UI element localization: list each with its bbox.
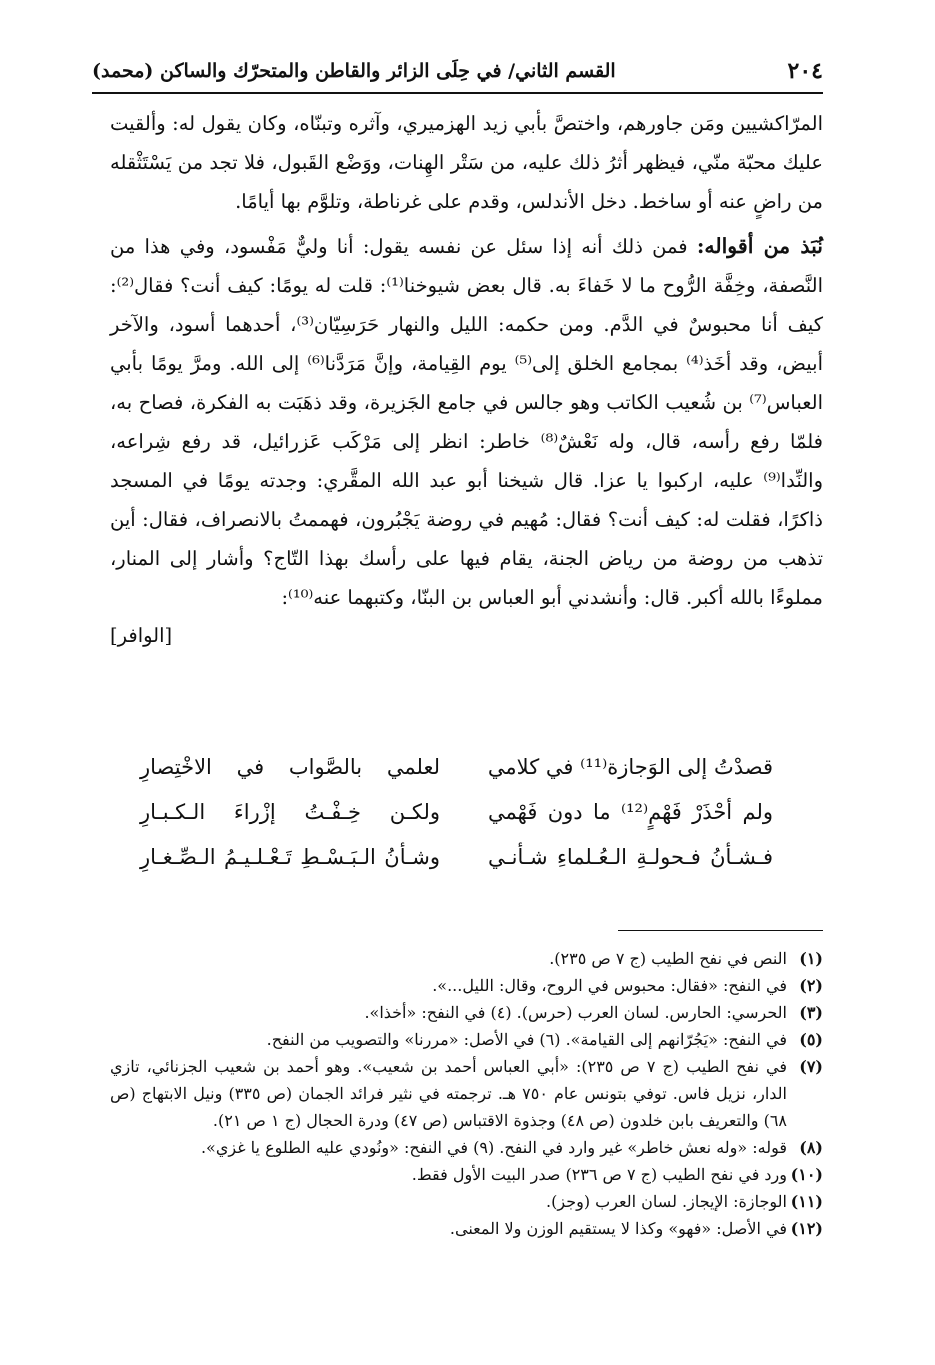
verse-line — [140, 800, 773, 845]
poem — [140, 755, 773, 890]
footnote-separator — [618, 930, 823, 931]
footnote — [110, 1161, 823, 1188]
footnote-number: (١) — [799, 949, 823, 968]
meter-label: [الوافر] — [110, 624, 173, 647]
footnote-text: في النفح: «فقال: محبوس في الروح، وقال: الليل...». — [432, 976, 787, 995]
footnote-number: (٧) — [799, 1057, 823, 1076]
footnote — [110, 1026, 823, 1053]
footnote-number: (١١) — [790, 1192, 823, 1211]
footnote-text: في نفح الطيب (ج ٧ ص ٢٣٥): «أبي العباس أحمد بن شعيب». وهو أحمد بن شعيب الجزنائي، تازي الدار، نزيل فاس. توفي بتونس عام ٧٥٠ هـ. ترجمته في نثير فرائد الجمان (ص ٣٣٥) ونيل الابتهاج (ص ٦٨) والتعريف بابن خلدون (ص ٤٨) وجذوة الاقتباس (ص ٤٧) ودرة الحجال (ج ١ ص ٢١). — [110, 1057, 788, 1130]
footnote-text: الحرسي: الحارس. لسان العرب (حرس). (٤) في النفح: «أخذا». — [364, 1003, 787, 1022]
verse-first-hemistich: ولم أحْذَرْ فَهْمٍ⁽¹²⁾ ما دون فَهْمي — [488, 800, 774, 824]
footnote-text: النص في نفح الطيب (ج ٧ ص ٢٣٥). — [549, 949, 787, 968]
footnote-text: في الأصل: «فهو» وكذا لا يستقيم الوزن ولا المعنى. — [449, 1219, 787, 1238]
footnote-number: (١٠) — [790, 1165, 823, 1184]
main-text — [110, 104, 823, 655]
footnote — [110, 1053, 823, 1134]
footnote — [110, 1188, 823, 1215]
footnote-text: الوجازة: الإيجاز. لسان العرب (وجز). — [546, 1192, 787, 1211]
paragraph-2 — [110, 227, 823, 617]
footnote-number: (٥) — [799, 1030, 823, 1049]
footnote-number: (٨) — [799, 1138, 823, 1157]
verse-second-hemistich: لعلمي بالصَّواب في الاخْتِصارِ — [140, 755, 440, 779]
verse-first-hemistich: قصدْتُ إلى الوَجازة⁽¹¹⁾ في كلامي — [487, 755, 773, 779]
footnotes — [110, 945, 823, 1242]
footnote-text: ورد في نفح الطيب (ج ٧ ص ٢٣٦) صدر البيت الأول فقط. — [411, 1165, 787, 1184]
verse-second-hemistich: ولكـن خِـفْـتُ إزْراءَ الـكـبـارِ — [140, 800, 440, 824]
verse-first-hemistich: فـشـأنُ فـحولـةِ الـعُـلماءِ شـأنـي — [488, 845, 773, 869]
footnote — [110, 1134, 823, 1161]
verse-line — [140, 755, 773, 800]
section-lead: نُبَذ من أقواله: — [696, 234, 823, 258]
verse-line — [140, 845, 773, 890]
footnote-number: (١٢) — [790, 1219, 823, 1238]
footnote-number: (٣) — [799, 1003, 823, 1022]
paragraph-1: المرّاكشيين ومَن جاورهم، واختصَّ بأبي زيد الهزميري، وآثره وتبنّاه، وكان يقول له: وألقيت عليك محبّة منّي، فيظهر أثرُ ذلك عليه، من سَتْر الهِنات، ووَضْع القَبول، فلا تجد من يَسْتَثْقله من راضٍ عنه أو ساخط. دخل الأندلس، وقدم على غرناطة، وتلوَّم بها أيامًا. — [110, 112, 823, 213]
footnote — [110, 945, 823, 972]
header-rule — [92, 92, 823, 94]
footnote-text: في النفح: «يَجُرّانهم إلى القيامة». (٦) في الأصل: «مررنا» والتصويب من النفح. — [266, 1030, 787, 1049]
footnote — [110, 999, 823, 1026]
footnote-text: قوله: «وله نعش خاطر» غير وارد في النفح. (٩) في النفح: «ونُودي عليه الطلوع يا غزي». — [200, 1138, 787, 1157]
verse-second-hemistich: وشـأنُ الـبَـسْـطِ تَـعْـلـيـمُ الـصِّـغـارِ — [140, 845, 440, 869]
paragraph-2-text: فمن ذلك أنه إذا سئل عن نفسه يقول: أنا وليٌّ مَفْسود، وفي هذا من النَّصفة، وخِفَّة الرُّوح ما لا خَفاءَ به. قال بعض شيوخنا⁽¹⁾: قلت له يومًا: كيف أنت؟ فقال⁽²⁾: كيف أنا محبوسٌ في الدَّم. ومن حكمه: الليل والنهار حَرَسِيّان⁽³⁾، أحدهما أسود، والآخر أبيض، وقد أخَذ⁽⁴⁾ بمجامع الخلق إلى⁽⁵⁾ يوم القِيامة، وإنَّ مَرَدَّنا⁽⁶⁾ إلى الله. ومرَّ يومًا بأبي العباس⁽⁷⁾ بن شُعيب الكاتب وهو جالس في جامع الجَزيرة، وقد ذهَبَت به الفكرة، فصاح به، فلمّا رفع رأسه، قال، وله نَعْشٌ⁽⁸⁾ خاطر: انظر إلى مَرْكَب عَزرائيل، قد رفع شِراعه، والنِّدا⁽⁹⁾ عليه، اركبوا يا عزا. قال شيخنا أبو عبد الله المقَّري: وجدته يومًا في المسجد ذاكرًا، فقلت له: كيف أنت؟ فقال: مُهيم في روضة يَجْبُرون، فهممتُ بالانصراف، فقال: أين تذهب من روضة من رياض الجنة، يقام فيها على رأسك بهذا التّاج؟ وأشار إلى المنار، مملوءًا بالله أكبر. قال: وأنشدني أبو العباس بن البنّا، وكتبهما عنه⁽¹⁰⁾: — [110, 235, 824, 609]
footnote — [110, 972, 823, 999]
running-title: القسم الثاني/ في حِلَى الزائر والقاطن والمتحرّك والساكن (محمد) — [92, 60, 616, 82]
page-number: ٢٠٤ — [787, 58, 823, 84]
page-header — [92, 50, 823, 90]
footnote — [110, 1215, 823, 1242]
footnote-number: (٢) — [799, 976, 823, 995]
